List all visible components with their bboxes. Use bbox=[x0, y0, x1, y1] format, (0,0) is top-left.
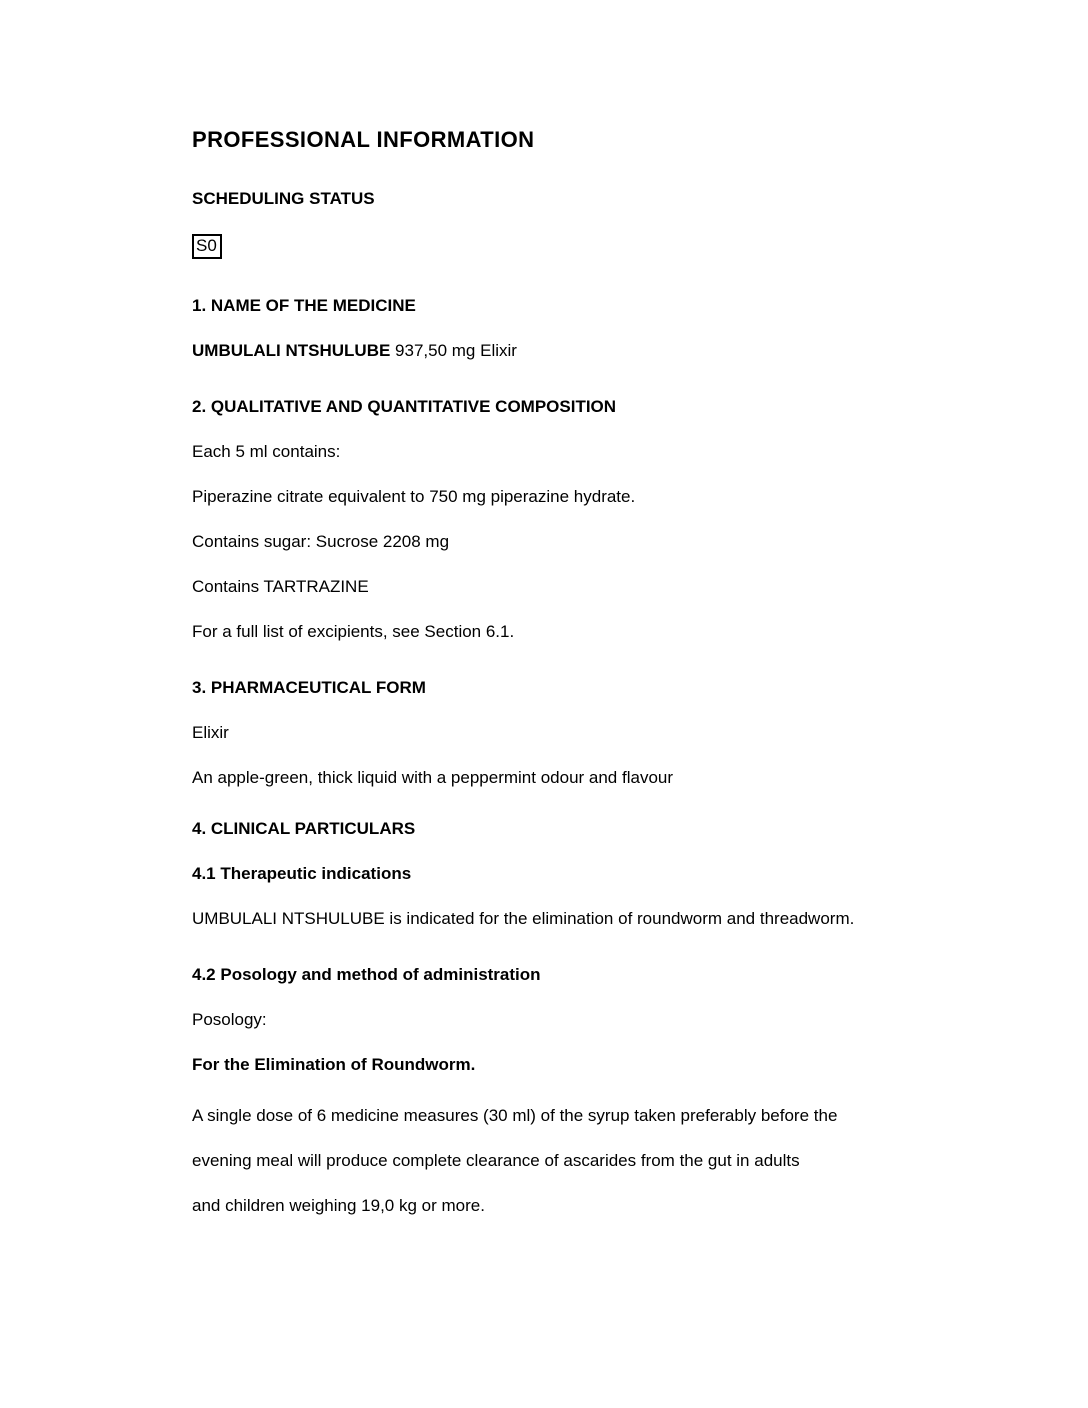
pharmaceutical-form-description: An apple-green, thick liquid with a peppermint odour and flavour bbox=[192, 768, 674, 787]
composition-excipients-line: For a full list of excipients, see Section 6.1. bbox=[192, 622, 515, 641]
pharmaceutical-form: Elixir bbox=[192, 723, 229, 742]
medicine-name: UMBULALI NTSHULUBE bbox=[192, 341, 391, 360]
scheduling-status-heading: SCHEDULING STATUS bbox=[192, 189, 375, 208]
document-page bbox=[192, 128, 992, 1215]
section-4-2-heading: 4.2 Posology and method of administration bbox=[192, 965, 541, 984]
posology-label: Posology: bbox=[192, 1010, 267, 1029]
section-2-heading: 2. QUALITATIVE AND QUANTITATIVE COMPOSITION bbox=[192, 397, 617, 416]
scheduling-status-box: S0 bbox=[192, 234, 222, 259]
composition-contains-line: Each 5 ml contains: bbox=[192, 442, 341, 461]
dose-paragraph-line-3: and children weighing 19,0 kg or more. bbox=[192, 1196, 485, 1215]
section-4-1-heading: 4.1 Therapeutic indications bbox=[192, 864, 412, 883]
section-4-heading: 4. CLINICAL PARTICULARS bbox=[192, 819, 416, 838]
section-1-heading: 1. NAME OF THE MEDICINE bbox=[192, 296, 416, 315]
medicine-strength: 937,50 mg Elixir bbox=[390, 341, 517, 360]
scheduling-status-row bbox=[192, 234, 992, 259]
section-3-heading: 3. PHARMACEUTICAL FORM bbox=[192, 678, 426, 697]
composition-tartrazine-line: Contains TARTRAZINE bbox=[192, 577, 369, 596]
roundworm-elimination-heading: For the Elimination of Roundworm. bbox=[192, 1055, 476, 1074]
composition-sugar-line: Contains sugar: Sucrose 2208 mg bbox=[192, 532, 450, 551]
medicine-name-line bbox=[192, 341, 992, 360]
therapeutic-indications-text: UMBULALI NTSHULUBE is indicated for the elimination of roundworm and threadworm. bbox=[192, 909, 855, 928]
dose-paragraph-line-2: evening meal will produce complete clearance of ascarides from the gut in adults bbox=[192, 1151, 800, 1170]
page-title: PROFESSIONAL INFORMATION bbox=[192, 127, 535, 152]
dose-paragraph-line-1: A single dose of 6 medicine measures (30 ml) of the syrup taken preferably before the bbox=[192, 1106, 838, 1125]
composition-active-line: Piperazine citrate equivalent to 750 mg piperazine hydrate. bbox=[192, 487, 636, 506]
